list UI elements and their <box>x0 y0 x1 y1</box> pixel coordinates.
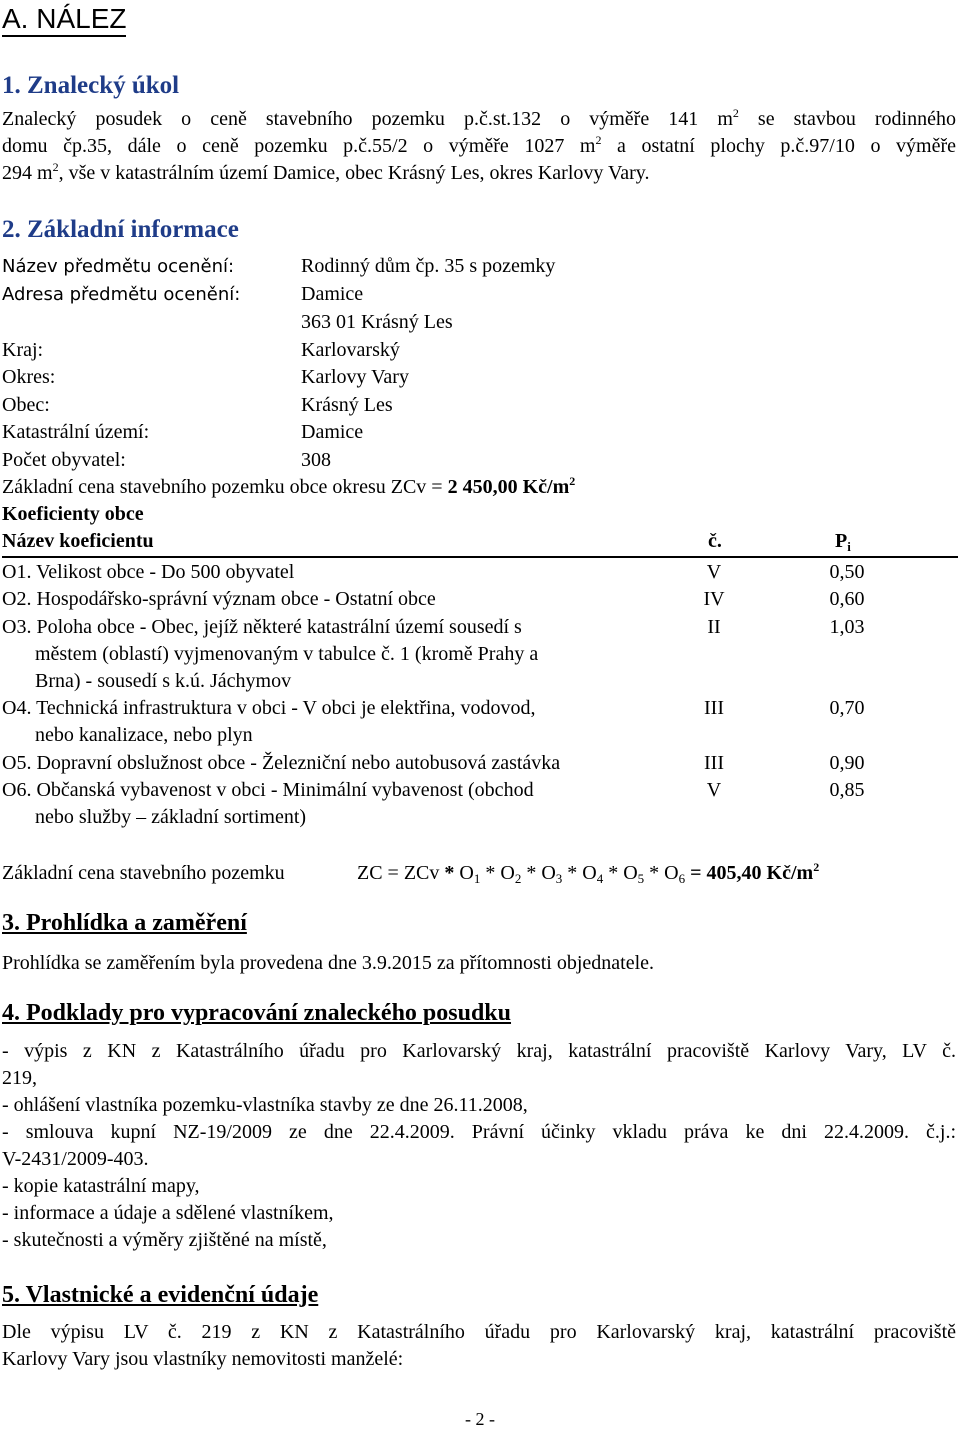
coefficient-pi: 0,90 <box>829 752 865 774</box>
population-label: Počet obyvatel: <box>2 449 126 471</box>
formula-result: 405,40 $Kč/m^2$ <box>706 860 820 884</box>
formula-label: Základní cena stavebního pozemku <box>2 862 285 884</box>
header-num: č. <box>708 530 722 552</box>
field-label: Kraj: <box>2 339 44 361</box>
section-5-title: 5. Vlastnické a evidenční údaje <box>2 1282 319 1308</box>
coefficient-name: O1. Velikost obce - Do 500 obyvatel <box>2 561 295 583</box>
list-item: 219, <box>2 1067 37 1089</box>
coefficient-num: III <box>704 697 724 719</box>
section-5-paragraph <box>2 1321 956 1375</box>
paragraph-line: domu čp.35, dále o ceně pozemku p.č.55/2 o výměře 1027 $m^2$ a ostatní plochy p.č.97/10 o výměře <box>2 133 956 157</box>
list-item: - ohlášení vlastníka pozemku-vlastníka stavby ze dne 26.11.2008, <box>2 1094 528 1116</box>
coefficient-num: IV <box>703 588 725 610</box>
list-item: V-2431/2009-403. <box>2 1148 149 1170</box>
section-3-title: 3. Prohlídka a zaměření <box>2 910 247 936</box>
paragraph-line: Karlovy Vary jsou vlastníky nemovitosti manželé: <box>2 1348 404 1370</box>
coefficient-num: III <box>704 752 724 774</box>
coefficient-num: II <box>707 616 721 638</box>
section-4-list <box>2 1040 956 1256</box>
coefficient-name: O4. Technická infrastruktura v obci - V obci je elektřina, vodovod, nebo kanalizace, nebo plyn <box>2 697 536 746</box>
field-value: Karlovy Vary <box>301 366 409 388</box>
section-1-paragraph <box>2 108 956 189</box>
field-label: Katastrální území: <box>2 421 150 443</box>
coefficient-pi: 0,70 <box>829 697 865 719</box>
field-value: Karlovarský <box>301 339 400 361</box>
coefficient-num: V <box>706 561 722 583</box>
field-value: Damice <box>301 283 364 305</box>
coefficient-table-header <box>2 530 958 558</box>
list-item: - kopie katastrální mapy, <box>2 1175 200 1197</box>
header-name: Název koeficientu <box>2 530 154 552</box>
base-price-value: 2 450,00 $Kč/m^2$ <box>447 474 576 498</box>
list-item: - smlouva kupní NZ-19/2009 ze dne 22.4.2009. Právní účinky vkladu práva ke dni 22.4.2009. č.j.: <box>2 1121 956 1143</box>
section-2-title: 2. Základní informace <box>2 216 239 243</box>
heading-nalez: A. NÁLEZ <box>2 3 126 37</box>
paragraph-line: Dle výpisu LV č. 219 z KN z Katastrálního úřadu pro Karlovarský kraj, katastrální pracoviště <box>2 1321 956 1343</box>
coefficient-pi: 1,03 <box>829 616 865 638</box>
coefficient-name: O6. Občanská vybavenost v obci - Minimální vybavenost (obchod nebo služby – základní sortiment) <box>2 779 534 828</box>
field-label: Název předmětu ocenění: <box>2 256 235 277</box>
base-price-line: Základní cena stavebního pozemku obce okresu ZCv = 2 450,00 $Kč/m^2$ <box>2 474 576 498</box>
coefficient-pi: 0,85 <box>829 779 865 801</box>
field-value: Krásný Les <box>301 394 393 416</box>
coefficient-name: O3. Poloha obce - Obec, jejíž některé katastrální území sousedí s městem (oblastí) vyjmenovaným v tabulce č. 1 (kromě Prahy a Brna) - sousedí s k.ú. Jáchymov <box>2 616 539 692</box>
field-label: Adresa předmětu ocenění: <box>2 284 241 305</box>
field-value: Damice <box>301 421 364 443</box>
field-label: Obec: <box>2 394 50 416</box>
list-item: - výpis z KN z Katastrálního úřadu pro Karlovarský kraj, katastrální pracoviště Karlovy Vary, LV č. <box>2 1040 956 1062</box>
coefficient-name: O5. Dopravní obslužnost obce - Železniční nebo autobusová zastávka <box>2 752 561 774</box>
coefficient-name: O2. Hospodářsko-správní význam obce - Ostatní obce <box>2 588 436 610</box>
coefficient-pi: 0,50 <box>829 561 865 583</box>
list-item: - informace a údaje a sdělené vlastníkem, <box>2 1202 334 1224</box>
population-value: 308 <box>301 449 331 471</box>
section-1-title: 1. Znalecký úkol <box>2 72 180 99</box>
list-item: - skutečnosti a výměry zjištěné na místě, <box>2 1229 327 1251</box>
field-value: Rodinný dům čp. 35 s pozemky <box>301 255 556 277</box>
field-value: 363 01 Krásný Les <box>301 311 453 333</box>
coefficient-pi: 0,60 <box>829 588 865 610</box>
section-4-title: 4. Podklady pro vypracování znaleckého posudku <box>2 1000 512 1026</box>
coefficient-num: V <box>706 779 722 801</box>
formula: ZC = ZCv * $O_1 * O_2 * O_3 * O_4 * O_5 * O_6 = 405,40$ $Kč/m^2$ <box>357 860 820 886</box>
field-label: Okres: <box>2 366 56 388</box>
paragraph-line: Znalecký posudek o ceně stavebního pozemku p.č.st.132 o výměře 141 $m^2$ se stavbou rodinného <box>2 106 956 130</box>
paragraph-line: 294 $m^2$, vše v katastrálním území Damice, obec Krásný Les, okres Karlovy Vary. <box>2 160 650 184</box>
page-number: - 2 - <box>465 1409 495 1429</box>
coefficients-title: Koeficienty obce <box>2 503 144 525</box>
section-3-text: Prohlídka se zaměřením byla provedena dne 3.9.2015 za přítomnosti objednatele. <box>2 952 655 974</box>
header-pi: $P_i$ <box>835 530 851 554</box>
